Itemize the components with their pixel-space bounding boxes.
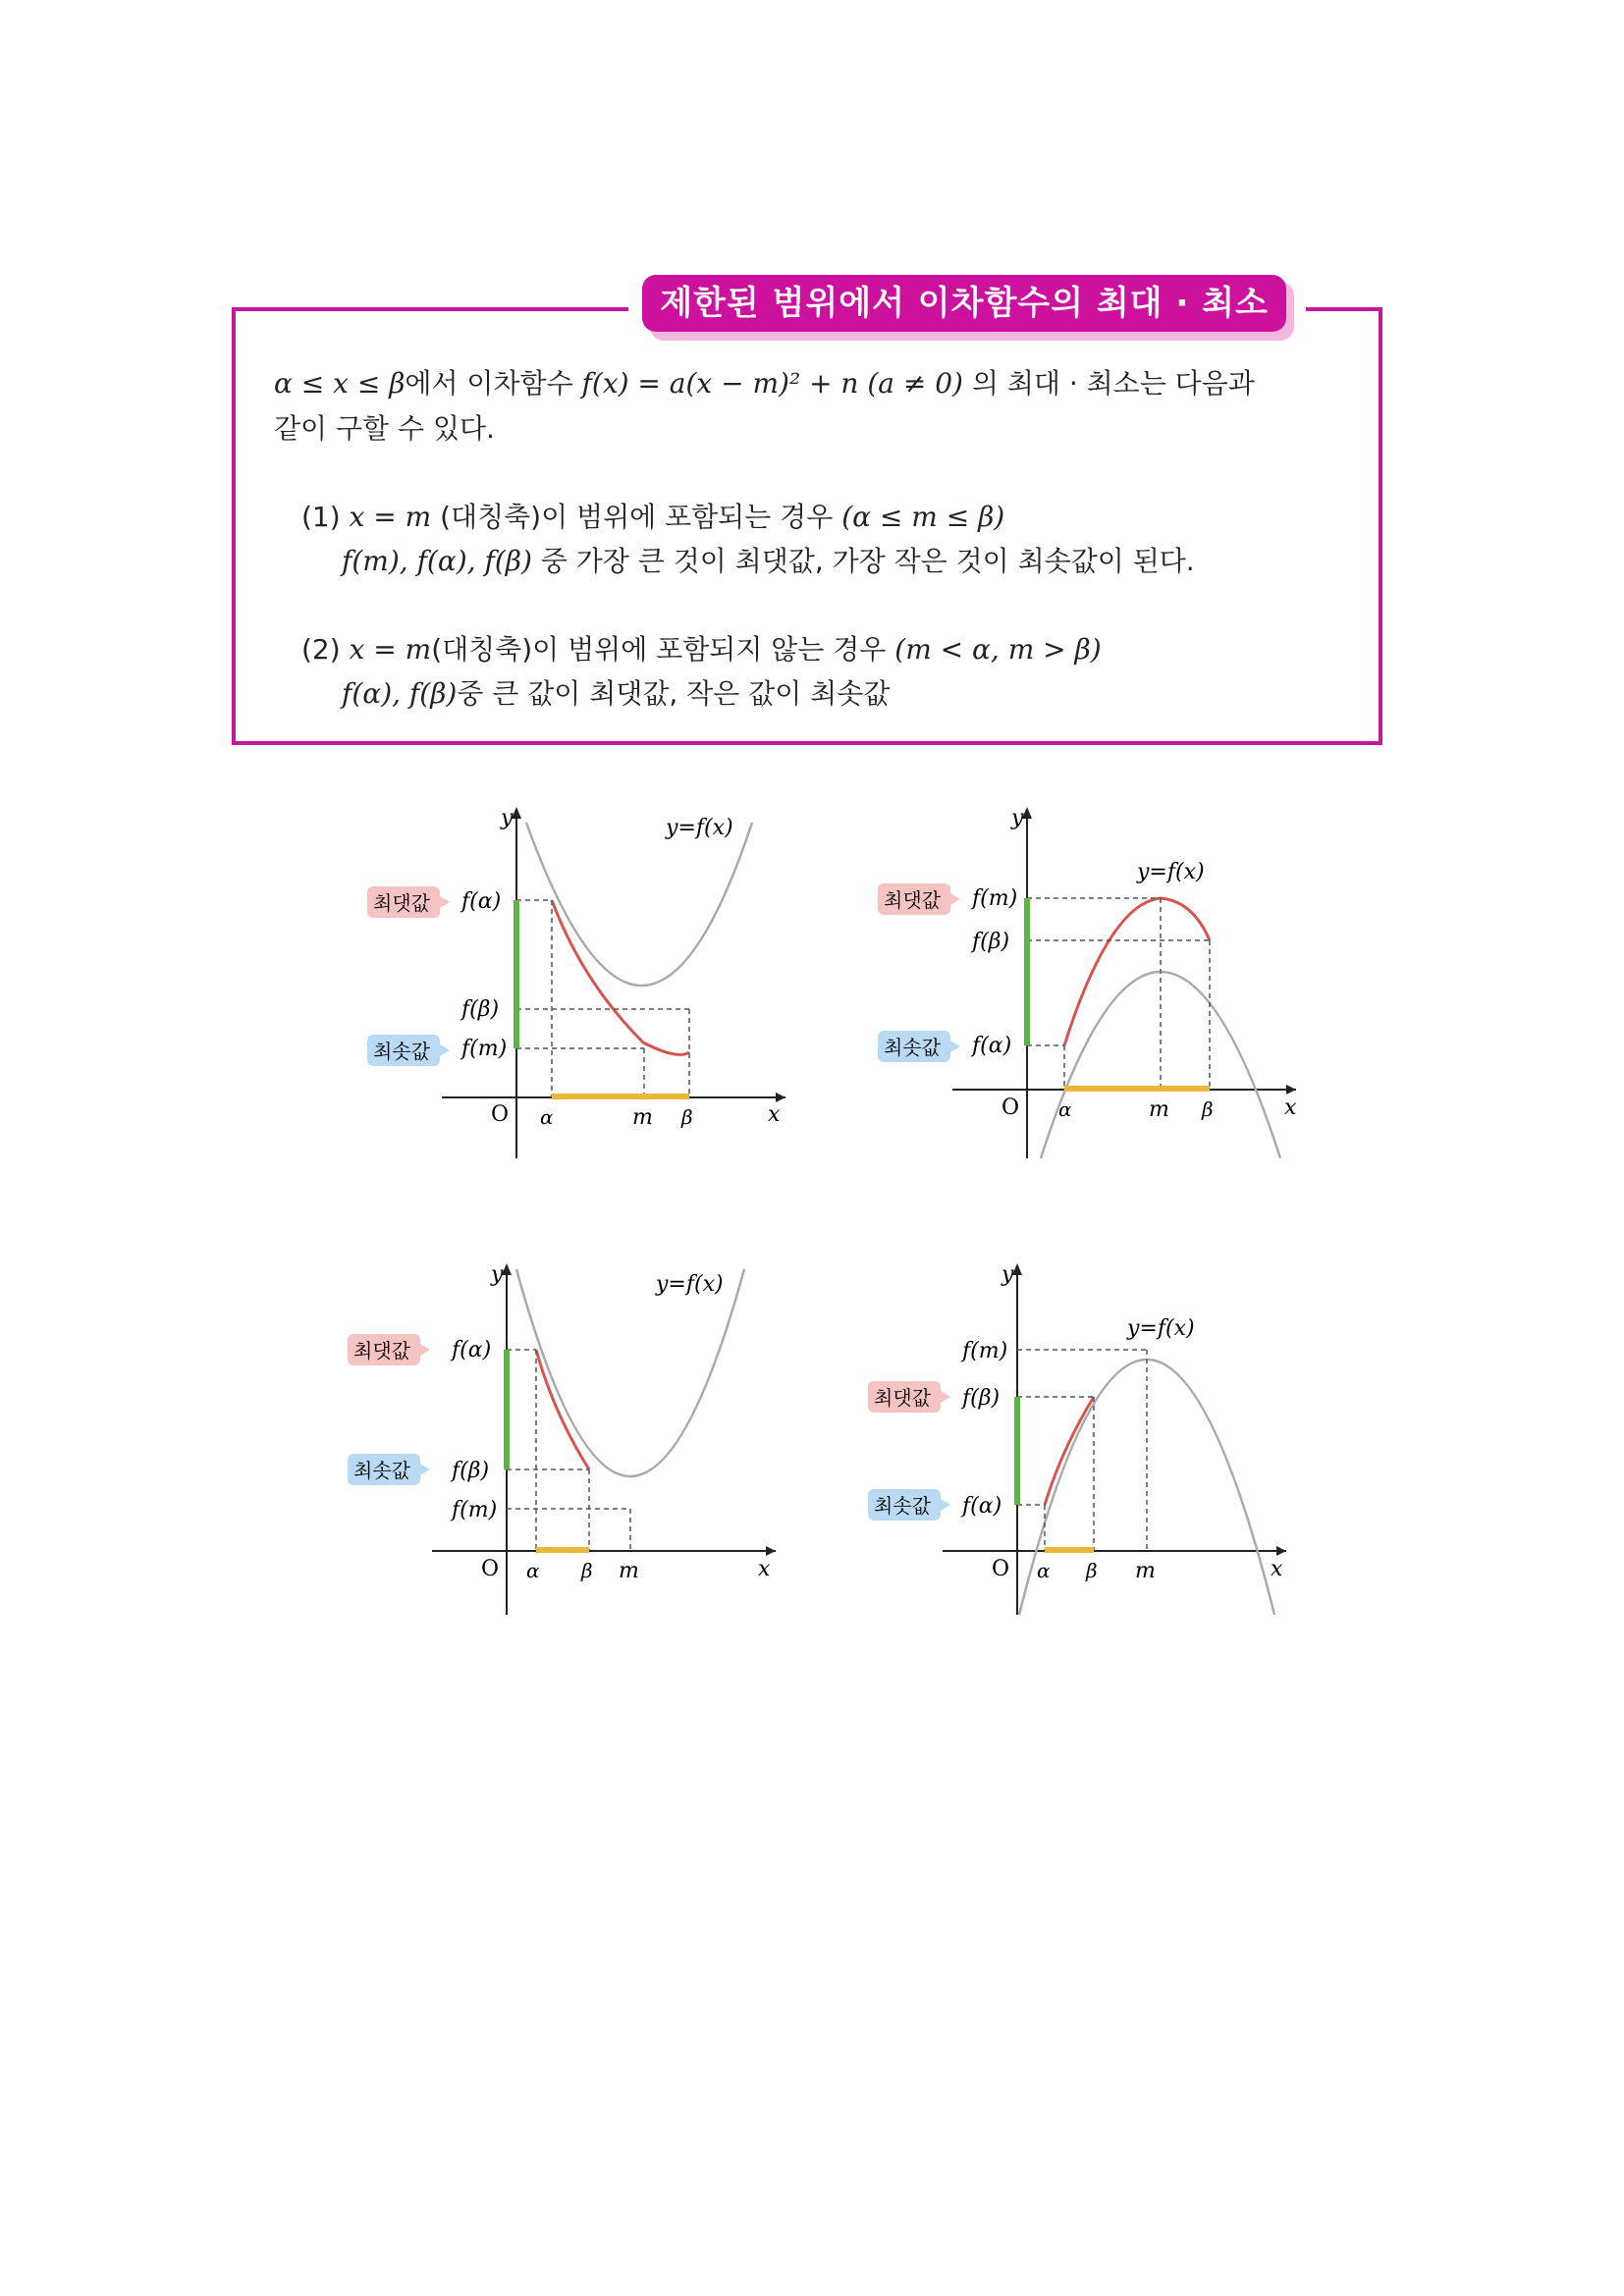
intro-function: f(x) = a(x − m)² + n (a ≠ 0) [581,367,963,400]
origin-label: O [992,1557,1010,1581]
tick-f-alpha: f(α) [461,889,502,914]
y-axis-arrow [1022,807,1032,819]
case1-condition: (α ≤ m ≤ β) [841,501,1005,533]
case1-text: (대칭축)이 범위에 포함되는 경우 [440,501,834,533]
max-badge-pointer [440,896,450,908]
alpha-label: α [540,1105,554,1129]
y-axis-arrow [1012,1263,1022,1275]
case2-values: f(α), f(β) [342,677,458,710]
tick-f-m: f(m) [962,1339,1008,1363]
case2-line-1 [301,633,1102,667]
m-label: m [632,1105,653,1130]
y-axis-label: y [1001,1262,1014,1287]
x-axis-label: x [758,1557,771,1581]
curve-label: y=f(x) [1127,1316,1195,1341]
min-badge-label: 최솟값 [373,1040,430,1063]
tick-f-alpha: f(α) [962,1494,1002,1519]
case1-line-1 [301,501,1004,534]
case1-values: f(m), f(α), f(β) [342,545,532,577]
beta-label: β [1086,1559,1098,1582]
box-title: 제한된 범위에서 이차함수의 최대 · 최소 [642,275,1286,332]
case2-text: (대칭축)이 범위에 포함되지 않는 경우 [431,633,887,666]
parabola [516,1269,744,1476]
graph-1 [353,795,805,1168]
y-axis-arrow [502,1263,512,1275]
alpha-label: α [1037,1559,1051,1582]
range-bar [1064,1086,1210,1092]
case1-result: 중 가장 큰 것이 최댓값, 가장 작은 것이 최솟값이 된다. [540,545,1195,577]
max-badge-label: 최댓값 [353,1339,410,1362]
case2-equation: x = m [349,633,432,666]
y-axis-label: y [501,806,514,830]
min-badge-label: 최솟값 [874,1494,931,1518]
x-axis-label: x [1284,1095,1297,1120]
m-label: m [1135,1559,1156,1583]
min-badge-pointer [420,1464,430,1475]
origin-label: O [481,1557,500,1581]
curve-in-range [1064,898,1210,1045]
max-badge-label: 최댓값 [884,888,941,912]
y-axis-label: y [491,1262,504,1287]
max-badge-pointer [950,893,960,905]
range-bar [536,1547,589,1553]
tick-f-m: f(m) [972,886,1018,911]
max-badge-label: 최댓값 [373,891,430,915]
case2-result: 중 큰 값이 최댓값, 작은 값이 최솟값 [457,677,891,710]
curve-in-range [536,1350,589,1469]
case2-condition: (m < α, m > β) [894,633,1102,666]
case1-equation: x = m [349,501,432,533]
min-badge-label: 최솟값 [884,1036,941,1059]
tick-f-alpha: f(α) [972,1034,1012,1058]
max-badge-pointer [420,1344,430,1356]
tick-f-m: f(m) [461,1037,508,1061]
origin-label: O [1001,1095,1020,1120]
curve-label: y=f(x) [666,816,733,840]
x-axis-label: x [768,1102,781,1127]
value-bar [504,1350,510,1469]
min-badge-pointer [941,1499,950,1511]
intro-text-2: 의 최대 · 최소는 다음과 [971,367,1255,400]
tick-f-m: f(m) [452,1498,498,1522]
curve-label: y=f(x) [656,1272,724,1297]
min-badge-pointer [950,1041,960,1052]
curve-label: y=f(x) [1137,860,1205,884]
case2-line-2 [342,677,890,711]
max-badge-label: 최댓값 [874,1386,931,1410]
range-bar [552,1094,689,1099]
tick-f-beta: f(β) [452,1459,490,1483]
max-badge-pointer [941,1391,950,1403]
intro-condition: α ≤ x ≤ β [274,367,406,400]
alpha-label: α [1058,1097,1072,1121]
min-badge-pointer [440,1044,450,1056]
case2-number: (2) [301,633,341,666]
tick-f-beta: f(β) [461,997,500,1022]
intro-text-1: 에서 이차함수 [405,367,573,400]
min-badge-label: 최솟값 [353,1459,410,1482]
case1-line-2 [342,545,1195,578]
x-axis-arrow [766,1546,776,1556]
x-axis-label: x [1271,1557,1283,1581]
parabola [526,823,752,986]
intro-line-2: 같이 구할 수 있다. [274,412,495,445]
range-bar [1045,1547,1094,1553]
beta-label: β [681,1105,693,1129]
m-label: m [1149,1097,1169,1122]
origin-label: O [491,1102,510,1127]
graph-2 [864,795,1316,1168]
intro-line-1 [274,367,1255,400]
x-axis-arrow [1276,1546,1286,1556]
value-bar [514,900,519,1048]
value-bar [1014,1397,1020,1505]
beta-label: β [1202,1097,1214,1121]
x-axis-arrow [1286,1085,1296,1095]
m-label: m [619,1559,639,1583]
alpha-label: α [526,1559,540,1582]
beta-label: β [581,1559,593,1582]
y-axis-label: y [1011,806,1024,830]
tick-f-beta: f(β) [972,930,1010,954]
graph-3 [344,1252,795,1625]
tick-f-alpha: f(α) [452,1338,492,1362]
case1-number: (1) [301,501,341,533]
x-axis-arrow [776,1093,785,1102]
y-axis-arrow [512,807,521,819]
value-bar [1024,898,1030,1045]
graph-4 [854,1252,1306,1625]
tick-f-beta: f(β) [962,1386,1001,1411]
